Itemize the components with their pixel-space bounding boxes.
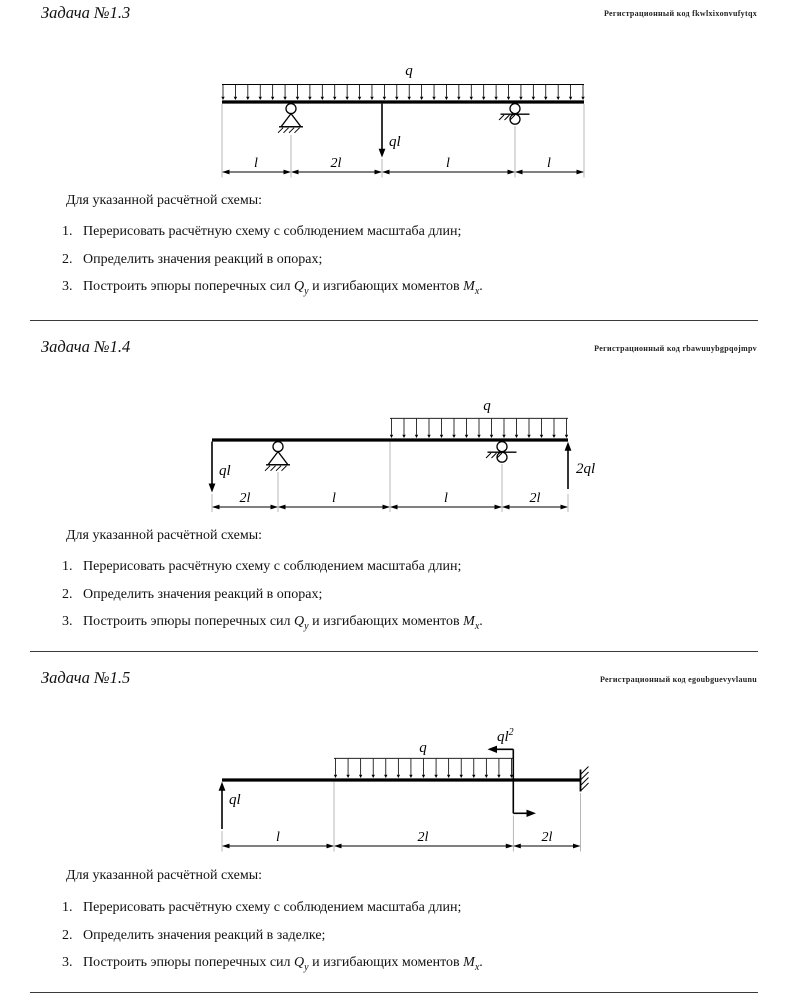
task-intro: Для указанной расчётной схемы: [66,528,263,543]
section-divider [30,651,758,652]
beam-diagram-1-3 [0,55,788,190]
distributed-load [334,740,513,778]
dim-label: 2l [541,830,553,845]
roller-support [486,442,517,463]
force-label: ql [219,463,231,479]
roller-support [499,104,530,125]
task-item-2 [62,587,322,603]
force-ql-down [209,442,231,493]
task-intro: Для указанной расчётной схемы: [66,868,263,883]
force-ql-down [379,104,401,158]
task-item-1 [62,559,461,575]
item-number: 2. [62,252,73,267]
dim-label: l [332,491,336,506]
pin-support [278,104,303,133]
item-text: Построить эпюры поперечных сил $Q_y$ и изгибающих моментов $M_x$. [83,279,483,297]
task-item-2 [62,252,322,268]
force-2ql-up [565,442,596,489]
task-item-1 [62,900,461,916]
distributed-load [221,63,584,100]
section-divider [30,320,758,321]
task-item-3 [62,614,483,632]
force-label: ql [229,792,241,808]
beam-diagram-1-4 [0,390,788,525]
pin-support [265,442,290,471]
fixed-support [581,767,589,792]
item-number: 3. [62,279,73,294]
registration-code: Регистрационный код fkwlxixonvufytqx [603,9,757,18]
item-number: 1. [62,900,73,915]
page-title: Задача №1.4 [41,337,131,356]
task-item-3 [62,279,483,297]
item-text: Определить значения реакций в опорах; [83,587,323,602]
task-item-3 [62,955,483,973]
dim-label: 2l [529,491,541,506]
item-number: 1. [62,224,73,239]
item-text: Построить эпюры поперечных сил $Q_y$ и изгибающих моментов $M_x$. [83,955,483,973]
load-label: q [483,398,491,414]
item-text: Перерисовать расчётную схему с соблюдением масштаба длин; [83,900,462,915]
task-item-2 [62,928,325,944]
item-number: 3. [62,955,73,970]
section-divider [30,992,758,993]
load-label: q [419,740,427,756]
dim-label: l [446,156,450,171]
dim-label: l [444,491,448,506]
beam-diagram-1-5 [0,700,788,860]
dim-label: 2l [417,830,429,845]
item-text: Определить значения реакций в заделке; [83,928,326,943]
dimension-line [222,104,584,178]
item-text: Перерисовать расчётную схему с соблюдением масштаба длин; [83,559,462,574]
page-title: Задача №1.5 [41,668,131,687]
registration-code: Регистрационный код rbawuuybgpqojmpv [594,344,757,353]
item-text: Построить эпюры поперечных сил $Q_y$ и изгибающих моментов $M_x$. [83,614,483,632]
force-label: 2ql [576,461,596,477]
item-text: Определить значения реакций в опорах; [83,252,323,267]
force-label: ql [389,134,401,150]
distributed-load [390,398,568,438]
item-number: 1. [62,559,73,574]
force-ql-up [219,782,241,829]
task-item-1 [62,224,461,240]
registration-code: Регистрационный код egoubguevyvlaunu [599,675,757,684]
page-title: Задача №1.3 [41,3,131,22]
item-number: 3. [62,614,73,629]
moment-label: $ql^2$ [497,727,514,745]
dim-label: l [254,156,258,171]
item-text: Перерисовать расчётную схему с соблюдением масштаба длин; [83,224,462,239]
item-number: 2. [62,928,73,943]
dim-label: 2l [330,156,342,171]
dim-label: 2l [239,491,251,506]
dim-label: l [547,156,551,171]
task-intro: Для указанной расчётной схемы: [66,193,263,208]
load-label: q [405,63,413,79]
item-number: 2. [62,587,73,602]
dim-label: l [276,830,280,845]
